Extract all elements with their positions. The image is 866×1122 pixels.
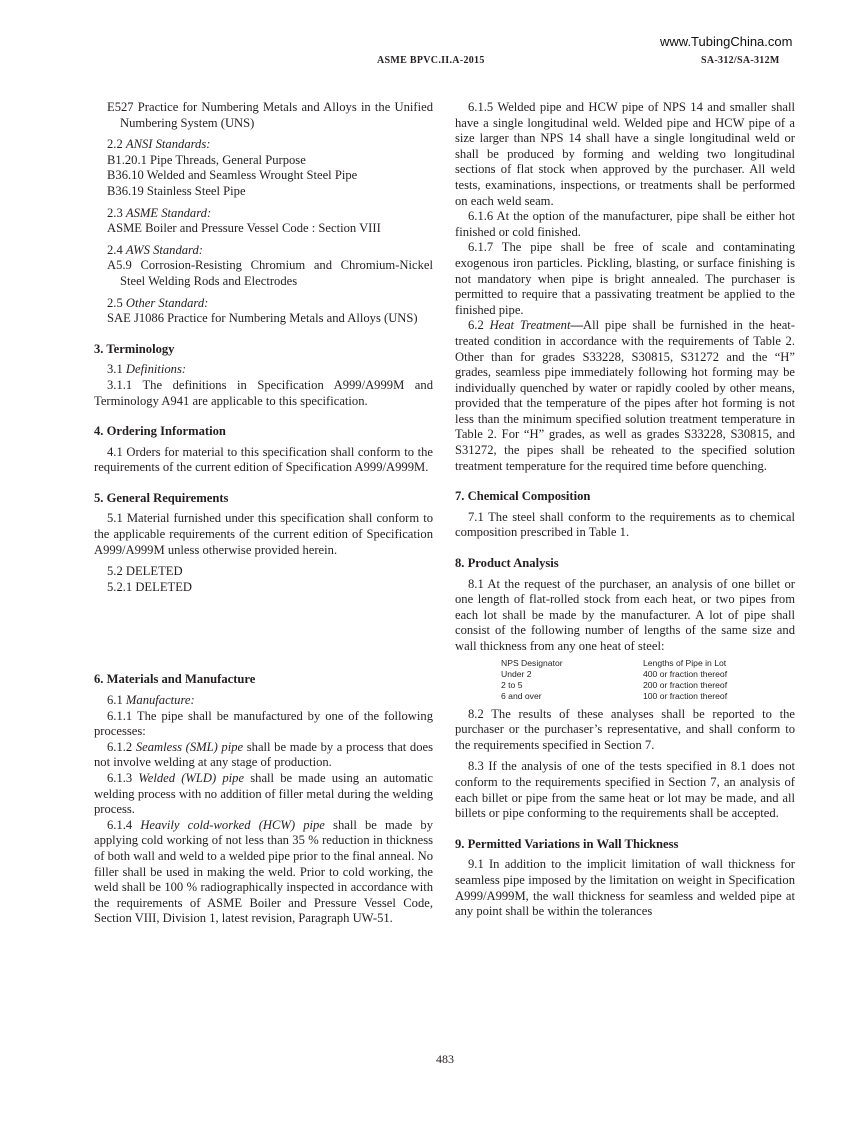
subsection-other [94,296,433,312]
subsection-number: 2.3 [107,205,123,220]
table-row [501,669,727,680]
table-row [501,680,727,691]
clause-text: All pipe shall be furnished in the heat-treated condition in accordance with the requirements of Table 2. Other than for grades S33228, S30815, S31272 and the “H” grades, seamless pipe immediately following hot forming may be individually quenched by water or rapidly cooled by other means, provided that the temperature of the pipes after hot forming is not less than the minimum specified solution treatment temperature in Table 2. For “H” grades, as well as grades S33228, S30815, and S31272, the pipes shall be reheated to the specified solution treatment temperature for the required time before quenching. [455,318,795,473]
ref-b1201: B1.20.1 Pipe Threads, General Purpose [107,152,306,167]
table-cell: 2 to 5 [501,679,523,690]
subsection-title: Manufacture: [125,693,195,708]
clause-term: Seamless (SML) pipe [135,739,244,754]
clause-term: Heat Treatment [489,318,571,333]
subsection-number: 2.5 [107,295,123,310]
page-number: 483 [436,1052,454,1066]
subsection-number: 2.2 [107,137,123,152]
subsection-title: AWS Standard: [125,242,203,257]
paragraph-6-1-5: 6.1.5 Welded pipe and HCW pipe of NPS 14 and smaller shall have a single longitudinal weld. Welded pipe and HCW pipe of a size larger than NPS 14 shall have a single longitudinal weld or shall be produced by forming and welding two longitudinal sections of flat stock when approved by the purchaser. All weld tests, examinations, inspections, or treatments shall be performed on each weld seam. [455,100,795,208]
paragraph-8-1: 8.1 At the request of the purchaser, an analysis of one billet or one length of flat-rolled stock from each heat, or two pipes from each lot shall be made by the manufacturer. A lot of pipe shall consist of the following number of lengths of the same size and wall thickness from any one heat of steel: [455,576,795,653]
paragraph-5-2-1: 5.2.1 DELETED [107,579,192,594]
em-dash: — [570,318,584,333]
clause-number: 6.1.2 [107,739,133,754]
paragraph-5-2: 5.2 DELETED [107,564,183,579]
paragraph-6-1-2 [94,740,433,771]
paragraph-6-1-7: 6.1.7 The pipe shall be free of scale and contaminating exogenous iron particles. Pickling, blasting, or surface finishing is not mandatory when pipe is bright annealed. The purchaser is permitted to require that a passivating treatment be applied to the finished pipe. [455,240,795,317]
subsection-number: 2.4 [107,242,123,257]
table-row [501,691,727,702]
paragraph-6-1-1: 6.1.1 The pipe shall be manufactured by one of the following processes: [94,708,433,739]
lot-size-table [501,658,727,702]
table-cell: 200 or fraction thereof [643,679,728,690]
paragraph-3-1-1: 3.1.1 The definitions in Specification A999/A999M and Terminology A941 are applicable to this specification. [94,377,433,408]
table-header-row [501,658,727,669]
clause-text: shall be made using an automatic welding process with no addition of filler metal during the welding process. [94,771,433,817]
paragraph-8-3: 8.3 If the analysis of one of the tests specified in 8.1 does not conform to the requirements specified in Section 7, an analysis of each billet or pipe from the same heat or lot may be made, and all billets or pipe conforming to the requirements shall be accepted. [455,759,795,821]
right-column [455,100,795,920]
clause-text: shall be made by applying cold working of not less than 35 % reduction in thickness of both wall and weld to a welded pipe prior to the final anneal. No filler shall be used in making the weld. Prior to cold working, the weld shall be 100 % radiographically inspected in accordance with the requirements of ASME Boiler and Pressure Vessel Code, Section VIII, Division 1, latest revision, Paragraph UW-51. [94,817,433,926]
section-heading-materials: 6. Materials and Manufacture [94,672,256,687]
subsection-title: ASME Standard: [125,205,212,220]
subsection-definitions [94,362,433,378]
subsection-title: ANSI Standards: [125,137,211,152]
subsection-manufacture [94,693,433,709]
subsection-aws [94,243,433,259]
subsection-asme [94,206,433,222]
clause-number: 6.2 [468,318,484,333]
clause-number: 6.1.3 [107,771,133,785]
clause-term: Heavily cold-worked (HCW) pipe [140,817,325,832]
ref-asme-code: ASME Boiler and Pressure Vessel Code : Section VIII [107,221,381,236]
subsection-number: 6.1 [107,693,123,708]
table-cell: 6 and over [501,690,542,701]
subsection-title: Definitions: [125,362,187,377]
paragraph-7-1: 7.1 The steel shall conform to the requirements as to chemical composition prescribed in Table 1. [455,509,795,540]
ref-sae: SAE J1086 Practice for Numbering Metals and Alloys (UNS) [107,311,418,326]
blank-space [94,595,433,657]
left-column [94,100,433,927]
clause-term: Welded (WLD) pipe [138,771,245,785]
section-heading-terminology: 3. Terminology [94,341,175,356]
paragraph-6-1-6: 6.1.6 At the option of the manufacturer, pipe shall be either hot finished or cold finished. [455,209,795,239]
paragraph-6-1-3 [94,771,433,818]
section-heading-ordering: 4. Ordering Information [94,424,226,439]
paragraph-8-2: 8.2 The results of these analyses shall be reported to the purchaser or the purchaser’s representative, and shall conform to the requirements specified in Section 7. [455,706,795,752]
section-heading-general: 5. General Requirements [94,490,229,505]
paragraph-6-1-4 [94,818,433,927]
table-cell: 400 or fraction thereof [643,668,728,679]
table-header: NPS Designator [501,657,563,668]
paragraph-4-1: 4.1 Orders for material to this specification shall conform to the requirements of the current edition of Specification A999/A999M. [94,444,433,475]
table-cell: 100 or fraction thereof [643,690,728,701]
table-cell: Under 2 [501,668,532,679]
ref-b3610: B36.10 Welded and Seamless Wrought Steel Pipe [107,168,358,183]
ref-b3619: B36.19 Stainless Steel Pipe [107,183,246,198]
paragraph-6-2 [455,318,795,474]
paragraph-5-1: 5.1 Material furnished under this specification shall conform to the applicable requirements of the current edition of Specification A999/A999M unless otherwise provided herein. [94,511,433,557]
subsection-title: Other Standard: [125,295,209,310]
watermark-url: www.TubingChina.com [660,34,793,49]
subsection-ansi [94,137,433,153]
spec-header: SA-312/SA-312M [701,55,780,66]
section-heading-wall-thickness: 9. Permitted Variations in Wall Thickness [455,836,679,851]
section-heading-chemical: 7. Chemical Composition [455,489,591,504]
ref-a59: A5.9 Corrosion-Resisting Chromium and Chromium-Nickel Steel Welding Rods and Electrodes [107,258,433,288]
paragraph-9-1: 9.1 In addition to the implicit limitation of wall thickness for seamless pipe imposed by the limitation on weight in Specification A999/A999M, the wall thickness for seamless and welded pipe at any point shall be within the tolerances [455,857,795,919]
ref-e527: E527 Practice for Numbering Metals and Alloys in the Unified Numbering System (UNS) [107,100,433,130]
table-header: Lengths of Pipe in Lot [643,657,727,668]
section-heading-product-analysis: 8. Product Analysis [455,556,559,571]
subsection-number: 3.1 [107,362,123,377]
standard-header: ASME BPVC.II.A-2015 [377,55,485,66]
clause-number: 6.1.4 [107,817,133,832]
clause-text: shall be made by a process that does not involve welding at any stage of production. [94,739,434,770]
